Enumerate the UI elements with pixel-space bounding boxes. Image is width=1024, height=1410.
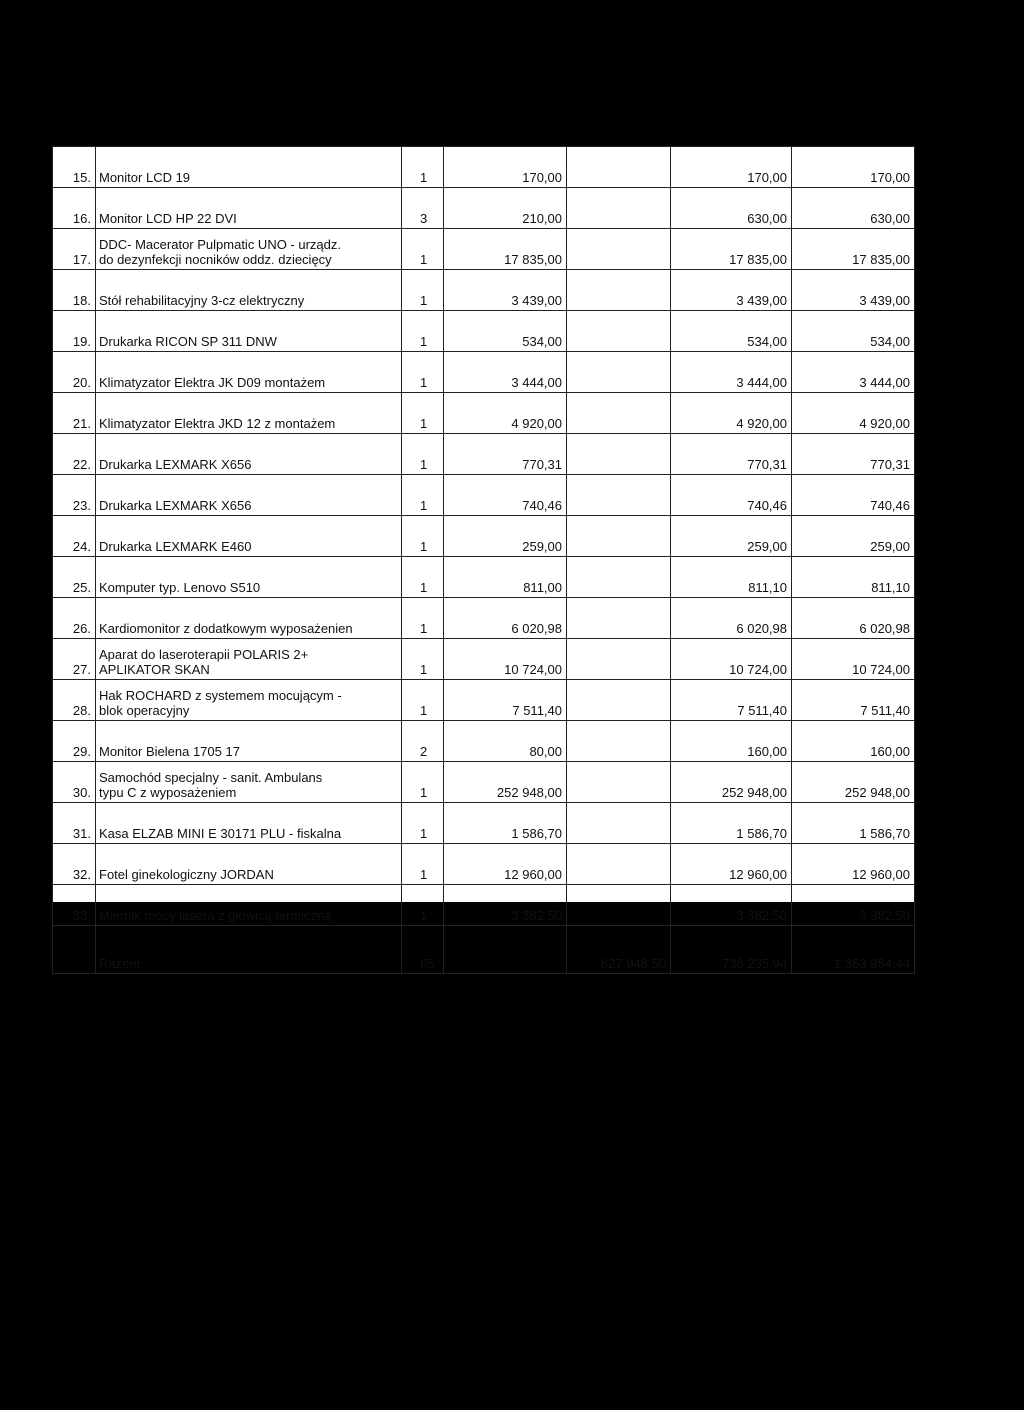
item-quantity: 1 xyxy=(402,270,444,311)
row-number: 32. xyxy=(53,844,96,885)
item-col7: 10 724,00 xyxy=(792,639,915,680)
row-number: 18. xyxy=(53,270,96,311)
item-name-line: Kardiomonitor z dodatkowym wyposażenien xyxy=(99,621,353,636)
item-name xyxy=(96,311,402,352)
item-quantity: 1 xyxy=(402,475,444,516)
item-col7: 17 835,00 xyxy=(792,229,915,270)
row-number: 30. xyxy=(53,762,96,803)
item-name-line: Stół rehabilitacyjny 3-cz elektryczny xyxy=(99,293,305,308)
item-col6: 6 020,98 xyxy=(671,598,792,639)
table-row xyxy=(53,188,915,229)
item-name xyxy=(96,475,402,516)
item-quantity: 1 xyxy=(402,516,444,557)
summary-label: Razem: xyxy=(96,926,402,974)
table-row xyxy=(53,762,915,803)
item-col6: 3 382,50 xyxy=(671,885,792,926)
item-unit-price: 3 439,00 xyxy=(444,270,567,311)
item-unit-price: 259,00 xyxy=(444,516,567,557)
item-name-line: Klimatyzator Elektra JKD 12 z montażem xyxy=(99,416,336,431)
row-number: 29. xyxy=(53,721,96,762)
item-col7: 1 586,70 xyxy=(792,803,915,844)
item-name-line: Monitor LCD HP 22 DVI xyxy=(99,211,237,226)
item-unit-price: 12 960,00 xyxy=(444,844,567,885)
item-unit-price: 3 444,00 xyxy=(444,352,567,393)
row-number: 24. xyxy=(53,516,96,557)
inventory-table xyxy=(52,146,915,974)
row-number: 15. xyxy=(53,147,96,188)
item-name xyxy=(96,270,402,311)
item-col6: 3 444,00 xyxy=(671,352,792,393)
item-col7: 3 382,50 xyxy=(792,885,915,926)
item-col6: 811,10 xyxy=(671,557,792,598)
item-name-line: Monitor LCD 19 xyxy=(99,170,191,185)
item-quantity: 1 xyxy=(402,393,444,434)
table-row xyxy=(53,557,915,598)
item-col6: 4 920,00 xyxy=(671,393,792,434)
item-name xyxy=(96,762,402,803)
row-number: 33. xyxy=(53,885,96,926)
row-number: 27. xyxy=(53,639,96,680)
row-number: 26. xyxy=(53,598,96,639)
item-unit-price: 811,00 xyxy=(444,557,567,598)
item-unit-price: 10 724,00 xyxy=(444,639,567,680)
item-col5 xyxy=(567,680,671,721)
item-name-line: blok operacyjny xyxy=(99,703,190,718)
table-row xyxy=(53,885,915,926)
item-name-line: do dezynfekcji nocników oddz. dziecięcy xyxy=(99,252,332,267)
item-col5 xyxy=(567,598,671,639)
row-number: 31. xyxy=(53,803,96,844)
item-col5 xyxy=(567,147,671,188)
item-col7: 630,00 xyxy=(792,188,915,229)
item-col5 xyxy=(567,352,671,393)
item-quantity: 1 xyxy=(402,762,444,803)
item-col5 xyxy=(567,803,671,844)
table-row xyxy=(53,147,915,188)
item-unit-price: 3 382,50 xyxy=(444,885,567,926)
item-name-line: Aparat do laseroterapii POLARIS 2+ xyxy=(99,647,309,662)
item-name xyxy=(96,639,402,680)
item-name-line: Komputer typ. Lenovo S510 xyxy=(99,580,261,595)
item-col7: 252 948,00 xyxy=(792,762,915,803)
item-name-line: Drukarka LEXMARK E460 xyxy=(99,539,252,554)
item-name-line: Drukarka LEXMARK X656 xyxy=(99,498,252,513)
item-col5 xyxy=(567,475,671,516)
row-number: 21. xyxy=(53,393,96,434)
item-col6: 1 586,70 xyxy=(671,803,792,844)
item-quantity: 1 xyxy=(402,557,444,598)
item-name-line: Miernik mocy lasera z głowicą termiczną xyxy=(99,908,332,923)
item-col6: 170,00 xyxy=(671,147,792,188)
item-col6: 7 511,40 xyxy=(671,680,792,721)
item-quantity: 1 xyxy=(402,352,444,393)
table-body xyxy=(53,147,915,926)
table-row xyxy=(53,229,915,270)
item-unit-price: 770,31 xyxy=(444,434,567,475)
item-col5 xyxy=(567,229,671,270)
item-col6: 770,31 xyxy=(671,434,792,475)
item-col6: 160,00 xyxy=(671,721,792,762)
item-col5 xyxy=(567,516,671,557)
item-name xyxy=(96,393,402,434)
row-number: 23. xyxy=(53,475,96,516)
item-name xyxy=(96,229,402,270)
item-col7: 770,31 xyxy=(792,434,915,475)
item-col6: 3 439,00 xyxy=(671,270,792,311)
item-unit-price: 170,00 xyxy=(444,147,567,188)
item-quantity: 1 xyxy=(402,434,444,475)
item-unit-price: 1 586,70 xyxy=(444,803,567,844)
item-col6: 10 724,00 xyxy=(671,639,792,680)
item-quantity: 1 xyxy=(402,803,444,844)
summary-col6: 736 235,94 xyxy=(671,926,792,974)
row-number: 20. xyxy=(53,352,96,393)
table-row xyxy=(53,721,915,762)
item-unit-price: 534,00 xyxy=(444,311,567,352)
row-number: 16. xyxy=(53,188,96,229)
item-quantity: 3 xyxy=(402,188,444,229)
table-row xyxy=(53,680,915,721)
summary-col7: 1 363 984,44 xyxy=(792,926,915,974)
item-quantity: 1 xyxy=(402,885,444,926)
item-col6: 17 835,00 xyxy=(671,229,792,270)
item-name-line: Hak ROCHARD z systemem mocującym - xyxy=(99,688,342,703)
item-col7: 3 439,00 xyxy=(792,270,915,311)
row-number: 25. xyxy=(53,557,96,598)
row-number: 28. xyxy=(53,680,96,721)
item-quantity: 1 xyxy=(402,844,444,885)
item-col5 xyxy=(567,721,671,762)
item-unit-price: 4 920,00 xyxy=(444,393,567,434)
item-col5 xyxy=(567,434,671,475)
row-number: 22. xyxy=(53,434,96,475)
item-name xyxy=(96,434,402,475)
table-row xyxy=(53,844,915,885)
item-name-line: Monitor Bielena 1705 17 xyxy=(99,744,240,759)
item-col5 xyxy=(567,762,671,803)
table-row xyxy=(53,475,915,516)
table-row xyxy=(53,352,915,393)
item-col7: 7 511,40 xyxy=(792,680,915,721)
table-row xyxy=(53,311,915,352)
item-name-line: Drukarka RICON SP 311 DNW xyxy=(99,334,277,349)
item-col7: 4 920,00 xyxy=(792,393,915,434)
item-col6: 259,00 xyxy=(671,516,792,557)
item-quantity: 1 xyxy=(402,229,444,270)
summary-col5: 627 948,50 xyxy=(567,926,671,974)
item-name xyxy=(96,598,402,639)
item-col7: 12 960,00 xyxy=(792,844,915,885)
item-col6: 252 948,00 xyxy=(671,762,792,803)
item-unit-price: 252 948,00 xyxy=(444,762,567,803)
item-name-line: Klimatyzator Elektra JK D09 montażem xyxy=(99,375,326,390)
item-col7: 160,00 xyxy=(792,721,915,762)
item-unit-price: 210,00 xyxy=(444,188,567,229)
table-row xyxy=(53,639,915,680)
item-name-line: Drukarka LEXMARK X656 xyxy=(99,457,252,472)
item-name xyxy=(96,352,402,393)
item-name xyxy=(96,803,402,844)
table-row xyxy=(53,393,915,434)
summary-price xyxy=(444,926,567,974)
item-quantity: 1 xyxy=(402,680,444,721)
item-quantity: 2 xyxy=(402,721,444,762)
item-unit-price: 80,00 xyxy=(444,721,567,762)
item-col7: 3 444,00 xyxy=(792,352,915,393)
item-name-line: APLIKATOR SKAN xyxy=(99,662,210,677)
item-col6: 740,46 xyxy=(671,475,792,516)
item-quantity: 1 xyxy=(402,311,444,352)
item-name-line: Samochód specjalny - sanit. Ambulans xyxy=(99,770,323,785)
item-name-line: typu C z wyposażeniem xyxy=(99,785,237,800)
item-name-line: Kasa ELZAB MINI E 30171 PLU - fiskalna xyxy=(99,826,342,841)
table-row xyxy=(53,803,915,844)
item-name xyxy=(96,147,402,188)
item-name xyxy=(96,516,402,557)
summary-lp-cell xyxy=(53,926,96,974)
item-name xyxy=(96,557,402,598)
item-col7: 259,00 xyxy=(792,516,915,557)
item-col7: 811,10 xyxy=(792,557,915,598)
item-col5 xyxy=(567,188,671,229)
item-name xyxy=(96,721,402,762)
item-unit-price: 740,46 xyxy=(444,475,567,516)
item-col5 xyxy=(567,885,671,926)
summary-row xyxy=(53,926,915,974)
row-number: 19. xyxy=(53,311,96,352)
item-name-line: Fotel ginekologiczny JORDAN xyxy=(99,867,274,882)
item-unit-price: 7 511,40 xyxy=(444,680,567,721)
item-name xyxy=(96,680,402,721)
item-unit-price: 17 835,00 xyxy=(444,229,567,270)
item-col5 xyxy=(567,270,671,311)
item-name xyxy=(96,844,402,885)
item-col7: 170,00 xyxy=(792,147,915,188)
table-row xyxy=(53,434,915,475)
item-unit-price: 6 020,98 xyxy=(444,598,567,639)
item-name xyxy=(96,885,402,926)
item-name xyxy=(96,188,402,229)
item-col5 xyxy=(567,844,671,885)
item-col6: 12 960,00 xyxy=(671,844,792,885)
item-col7: 534,00 xyxy=(792,311,915,352)
table-row xyxy=(53,516,915,557)
item-name-line: DDC- Macerator Pulpmatic UNO - urządz. xyxy=(99,237,341,252)
item-col7: 740,46 xyxy=(792,475,915,516)
item-quantity: 1 xyxy=(402,639,444,680)
table-row xyxy=(53,270,915,311)
item-col5 xyxy=(567,639,671,680)
item-col6: 534,00 xyxy=(671,311,792,352)
item-col7: 6 020,98 xyxy=(792,598,915,639)
item-col5 xyxy=(567,393,671,434)
item-col6: 630,00 xyxy=(671,188,792,229)
item-col5 xyxy=(567,311,671,352)
item-quantity: 1 xyxy=(402,147,444,188)
item-col5 xyxy=(567,557,671,598)
summary-qty: 65 xyxy=(402,926,444,974)
document-sheet xyxy=(52,146,914,971)
table-row xyxy=(53,598,915,639)
row-number: 17. xyxy=(53,229,96,270)
item-quantity: 1 xyxy=(402,598,444,639)
